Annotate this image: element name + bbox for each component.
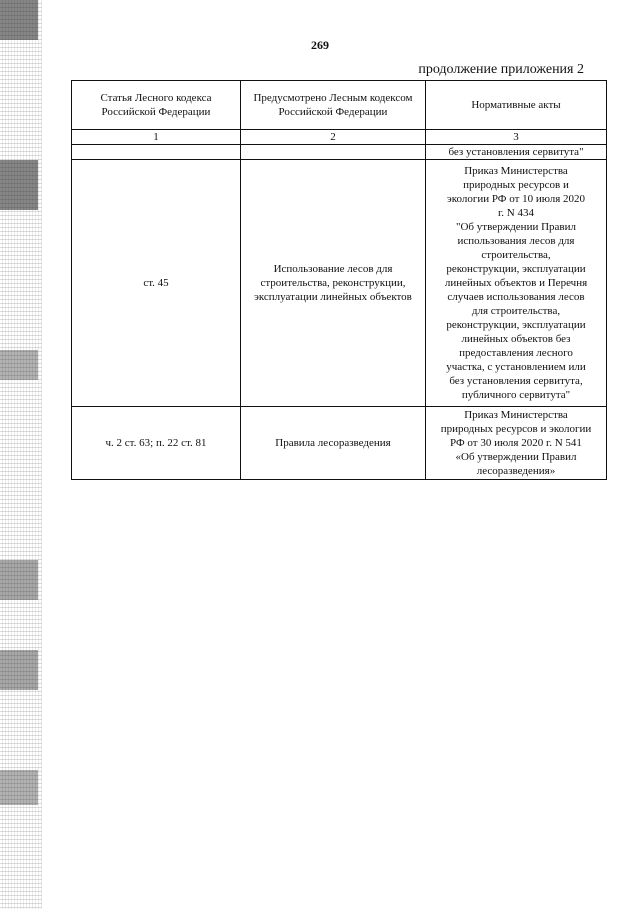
page-number: 269 — [311, 38, 329, 52]
table-cell — [72, 145, 241, 160]
acts-line: для строительства, — [471, 305, 561, 317]
acts-line: участка, с установлением или — [446, 361, 586, 373]
article-cell: ст. 45 — [72, 160, 241, 407]
normative-acts-table — [71, 80, 607, 480]
scan-blot — [0, 560, 38, 600]
article-cell: ч. 2 ст. 63; п. 22 ст. 81 — [72, 407, 241, 480]
table-row — [72, 160, 607, 407]
acts-line: лесоразведения» — [476, 465, 556, 477]
acts-line: "Об утверждении Правил — [456, 221, 576, 233]
provision-cell: Правила лесоразведения — [241, 407, 426, 480]
header-article: Статья Лесного кодекса Российской Федерации — [72, 81, 241, 130]
acts-line: случаев использования лесов — [447, 291, 585, 303]
acts-line: Приказ Министерства — [464, 409, 568, 421]
continued-row — [72, 145, 607, 160]
scan-blot — [0, 160, 38, 210]
acts-line: линейных объектов и Перечня — [444, 277, 588, 289]
scan-blot — [0, 0, 38, 40]
continuation-label: продолжение приложения 2 — [418, 62, 584, 77]
header-acts: Нормативные акты — [426, 81, 607, 130]
column-number: 2 — [241, 130, 426, 145]
acts-cell — [426, 407, 607, 480]
column-number: 1 — [72, 130, 241, 145]
acts-line: РФ от 30 июля 2020 г. N 541 — [450, 437, 582, 449]
acts-line: без установления сервитута, — [449, 375, 583, 387]
acts-line: публичного сервитута" — [461, 389, 571, 401]
provision-cell: Использование лесов для строительства, реконструкции, эксплуатации линейных объектов — [241, 160, 426, 407]
scan-blot — [0, 770, 38, 805]
acts-line: Приказ Министерства — [464, 165, 568, 177]
acts-line: природных ресурсов и экологии — [440, 423, 592, 435]
column-number-row — [72, 130, 607, 145]
acts-line: использования лесов для — [457, 235, 575, 247]
acts-line: реконструкции, эксплуатации — [446, 319, 586, 331]
table-row — [72, 407, 607, 480]
table-cell — [241, 145, 426, 160]
acts-line: строительства, — [481, 249, 551, 261]
column-number: 3 — [426, 130, 607, 145]
table-cell: без установления сервитута" — [426, 145, 607, 160]
acts-line: «Об утверждении Правил — [455, 451, 577, 463]
scan-blot — [0, 650, 38, 690]
acts-cell — [426, 160, 607, 407]
acts-line: реконструкции, эксплуатации — [446, 263, 586, 275]
acts-line: природных ресурсов и — [463, 179, 569, 191]
acts-line: линейных объектов без — [461, 333, 571, 345]
acts-line: г. N 434 — [498, 207, 534, 219]
acts-line: предоставления лесного — [459, 347, 573, 359]
scan-blot — [0, 350, 38, 380]
acts-line: экологии РФ от 10 июля 2020 — [446, 193, 586, 205]
header-provision: Предусмотрено Лесным кодексом Российской Федерации — [241, 81, 426, 130]
table-header-row — [72, 81, 607, 130]
